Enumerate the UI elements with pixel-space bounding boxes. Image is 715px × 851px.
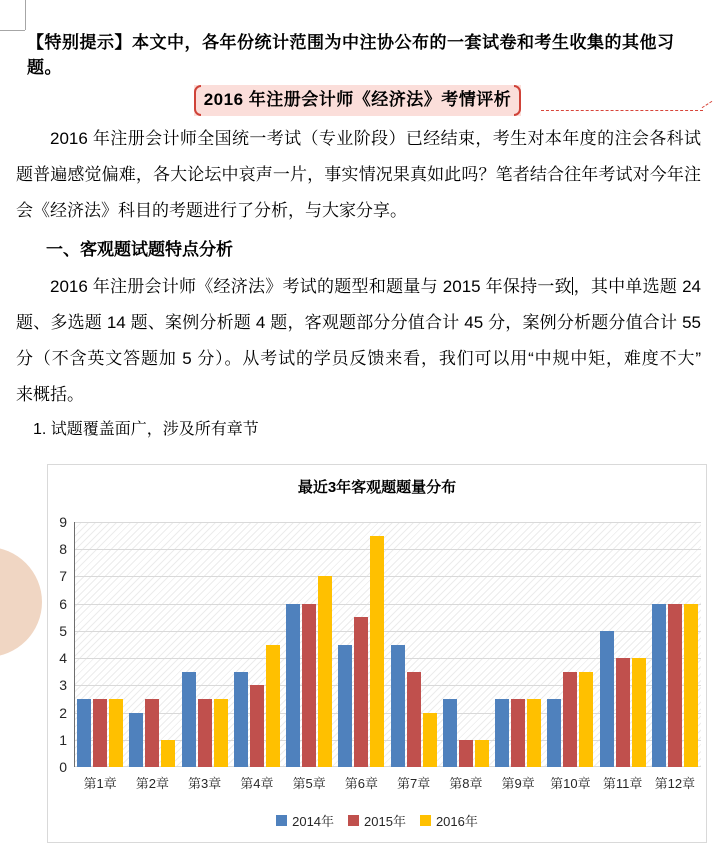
bar-2016年-第8章 <box>475 740 489 767</box>
x-tick-label: 第12章 <box>654 776 696 791</box>
chart-plot-area <box>74 522 701 767</box>
legend-swatch-icon <box>276 815 287 826</box>
bar-2014年-第10章 <box>547 699 561 767</box>
bar-2016年-第2章 <box>161 740 175 767</box>
y-tick-label: 6 <box>59 595 67 612</box>
comment-bracket-left-icon <box>194 85 201 116</box>
bar-2015年-第3章 <box>198 699 212 767</box>
bar-2016年-第4章 <box>266 645 280 768</box>
bar-2016年-第9章 <box>527 699 541 767</box>
bar-2016年-第12章 <box>684 604 698 767</box>
y-tick-label: 3 <box>59 677 67 694</box>
x-tick-label: 第10章 <box>550 776 591 791</box>
bar-group <box>74 522 126 767</box>
bar-2015年-第4章 <box>250 685 264 767</box>
bar-group <box>388 522 440 767</box>
chart-title: 最近3年客观题题量分布 <box>297 479 457 496</box>
article-title-row <box>0 85 715 121</box>
bar-group <box>649 522 701 767</box>
bar-2015年-第10章 <box>563 672 577 767</box>
bar-chart-container <box>47 464 707 843</box>
bar-group <box>179 522 231 767</box>
y-tick-label: 8 <box>59 541 67 558</box>
bar-2014年-第9章 <box>495 699 509 767</box>
text-line: 题、多选题 14 题、案例分析题 4 题，客观题部分分值合计 45 分，案例分析题分值合计 55 <box>16 313 701 332</box>
y-tick-label: 5 <box>59 622 67 639</box>
bar-2016年-第3章 <box>214 699 228 767</box>
bar-2015年-第1章 <box>93 699 107 767</box>
bar-2014年-第3章 <box>182 672 196 767</box>
bar-2014年-第12章 <box>652 604 666 767</box>
legend-item <box>348 811 406 830</box>
bar-2015年-第8章 <box>459 740 473 767</box>
text-line: 2016 年注册会计师全国统一考试（专业阶段）已经结束，考生对本年度的注会各科试 <box>50 129 701 148</box>
bar-2014年-第1章 <box>77 699 91 767</box>
x-tick-label: 第9章 <box>501 776 535 791</box>
article-title: 2016 年注册会计师《经济法》考情评析 <box>203 90 512 109</box>
y-tick-label: 1 <box>59 731 67 748</box>
bar-group <box>283 522 335 767</box>
bar-group <box>440 522 492 767</box>
bar-2014年-第2章 <box>129 713 143 767</box>
y-tick-label: 9 <box>59 514 67 530</box>
legend-swatch-icon <box>420 815 431 826</box>
bar-2015年-第5章 <box>302 604 316 767</box>
y-tick-label: 4 <box>59 650 67 667</box>
bar-2015年-第7章 <box>407 672 421 767</box>
paragraph-intro[interactable] <box>16 121 701 229</box>
x-tick-label: 第11章 <box>602 776 643 791</box>
bar-group <box>597 522 649 767</box>
y-tick-label: 0 <box>59 759 67 775</box>
legend-item <box>276 811 334 830</box>
bar-2014年-第6章 <box>338 645 352 768</box>
x-tick-label: 第3章 <box>188 776 222 791</box>
bar-group <box>335 522 387 767</box>
bar-2016年-第1章 <box>109 699 123 767</box>
y-tick-label: 7 <box>59 568 67 585</box>
bar-2014年-第8章 <box>443 699 457 767</box>
text-line: 来概括。 <box>16 385 84 404</box>
text-segment: 2016 年注册会计师《经济法》考试的题型和题量与 2015 年保持一致 <box>50 277 572 296</box>
bar-2015年-第9章 <box>511 699 525 767</box>
legend-label: 2015年 <box>364 814 406 829</box>
x-tick-label: 第7章 <box>397 776 431 791</box>
bar-2016年-第10章 <box>579 672 593 767</box>
paragraph-analysis[interactable] <box>16 269 701 413</box>
bar-2015年-第11章 <box>616 658 630 767</box>
chart-legend <box>48 811 706 830</box>
bar-2016年-第6章 <box>370 536 384 767</box>
article-title-highlight <box>194 85 522 116</box>
bar-groups <box>74 522 701 767</box>
text-line: 会《经济法》科目的考题进行了分析，与大家分享。 <box>16 201 407 220</box>
x-tick-label: 第5章 <box>292 776 326 791</box>
x-axis-labels <box>74 773 701 792</box>
bar-group <box>492 522 544 767</box>
bar-2016年-第11章 <box>632 658 646 767</box>
bar-group <box>231 522 283 767</box>
bar-2015年-第6章 <box>354 617 368 767</box>
legend-label: 2016年 <box>435 814 478 829</box>
decorative-circle <box>0 547 42 657</box>
x-tick-label: 第2章 <box>135 776 169 791</box>
bar-2014年-第4章 <box>234 672 248 767</box>
legend-item <box>420 811 478 830</box>
bar-2014年-第5章 <box>286 604 300 767</box>
bar-2014年-第11章 <box>600 631 614 767</box>
text-boundary-mark-vertical <box>25 0 26 30</box>
bar-2014年-第7章 <box>391 645 405 768</box>
x-tick-label: 第1章 <box>83 776 117 791</box>
text-line: 分（不含英文答题加 5 分）。从考试的学员反馈来看，我们可以用“中规中矩，难度不大” <box>16 349 701 368</box>
bar-2016年-第7章 <box>423 713 437 767</box>
x-tick-label: 第8章 <box>449 776 483 791</box>
text-segment: ，其中单选题 24 <box>573 277 701 296</box>
comment-connector-line <box>541 110 703 111</box>
special-notice: 【特别提示】本文中，各年份统计范围为中注协公布的一套试卷和考生收集的其他习题。 <box>27 33 675 77</box>
bar-2015年-第12章 <box>668 604 682 767</box>
text-line <box>16 269 701 305</box>
bar-group <box>544 522 596 767</box>
section-heading: 一、客观题试题特点分析 <box>46 240 233 259</box>
bar-group <box>126 522 178 767</box>
list-item-1: 1. 试题覆盖面广，涉及所有章节 <box>33 421 259 438</box>
comment-bracket-right-icon <box>514 85 521 116</box>
x-tick-label: 第4章 <box>240 776 274 791</box>
legend-label: 2014年 <box>292 814 335 829</box>
bar-2015年-第2章 <box>145 699 159 767</box>
y-tick-label: 2 <box>59 704 67 721</box>
legend-swatch-icon <box>348 815 359 826</box>
x-tick-label: 第6章 <box>344 776 378 791</box>
bar-2016年-第5章 <box>318 576 332 767</box>
text-line: 题普遍感觉偏难，各大论坛中哀声一片，事实情况果真如此吗？笔者结合往年考试对今年注 <box>16 165 701 184</box>
